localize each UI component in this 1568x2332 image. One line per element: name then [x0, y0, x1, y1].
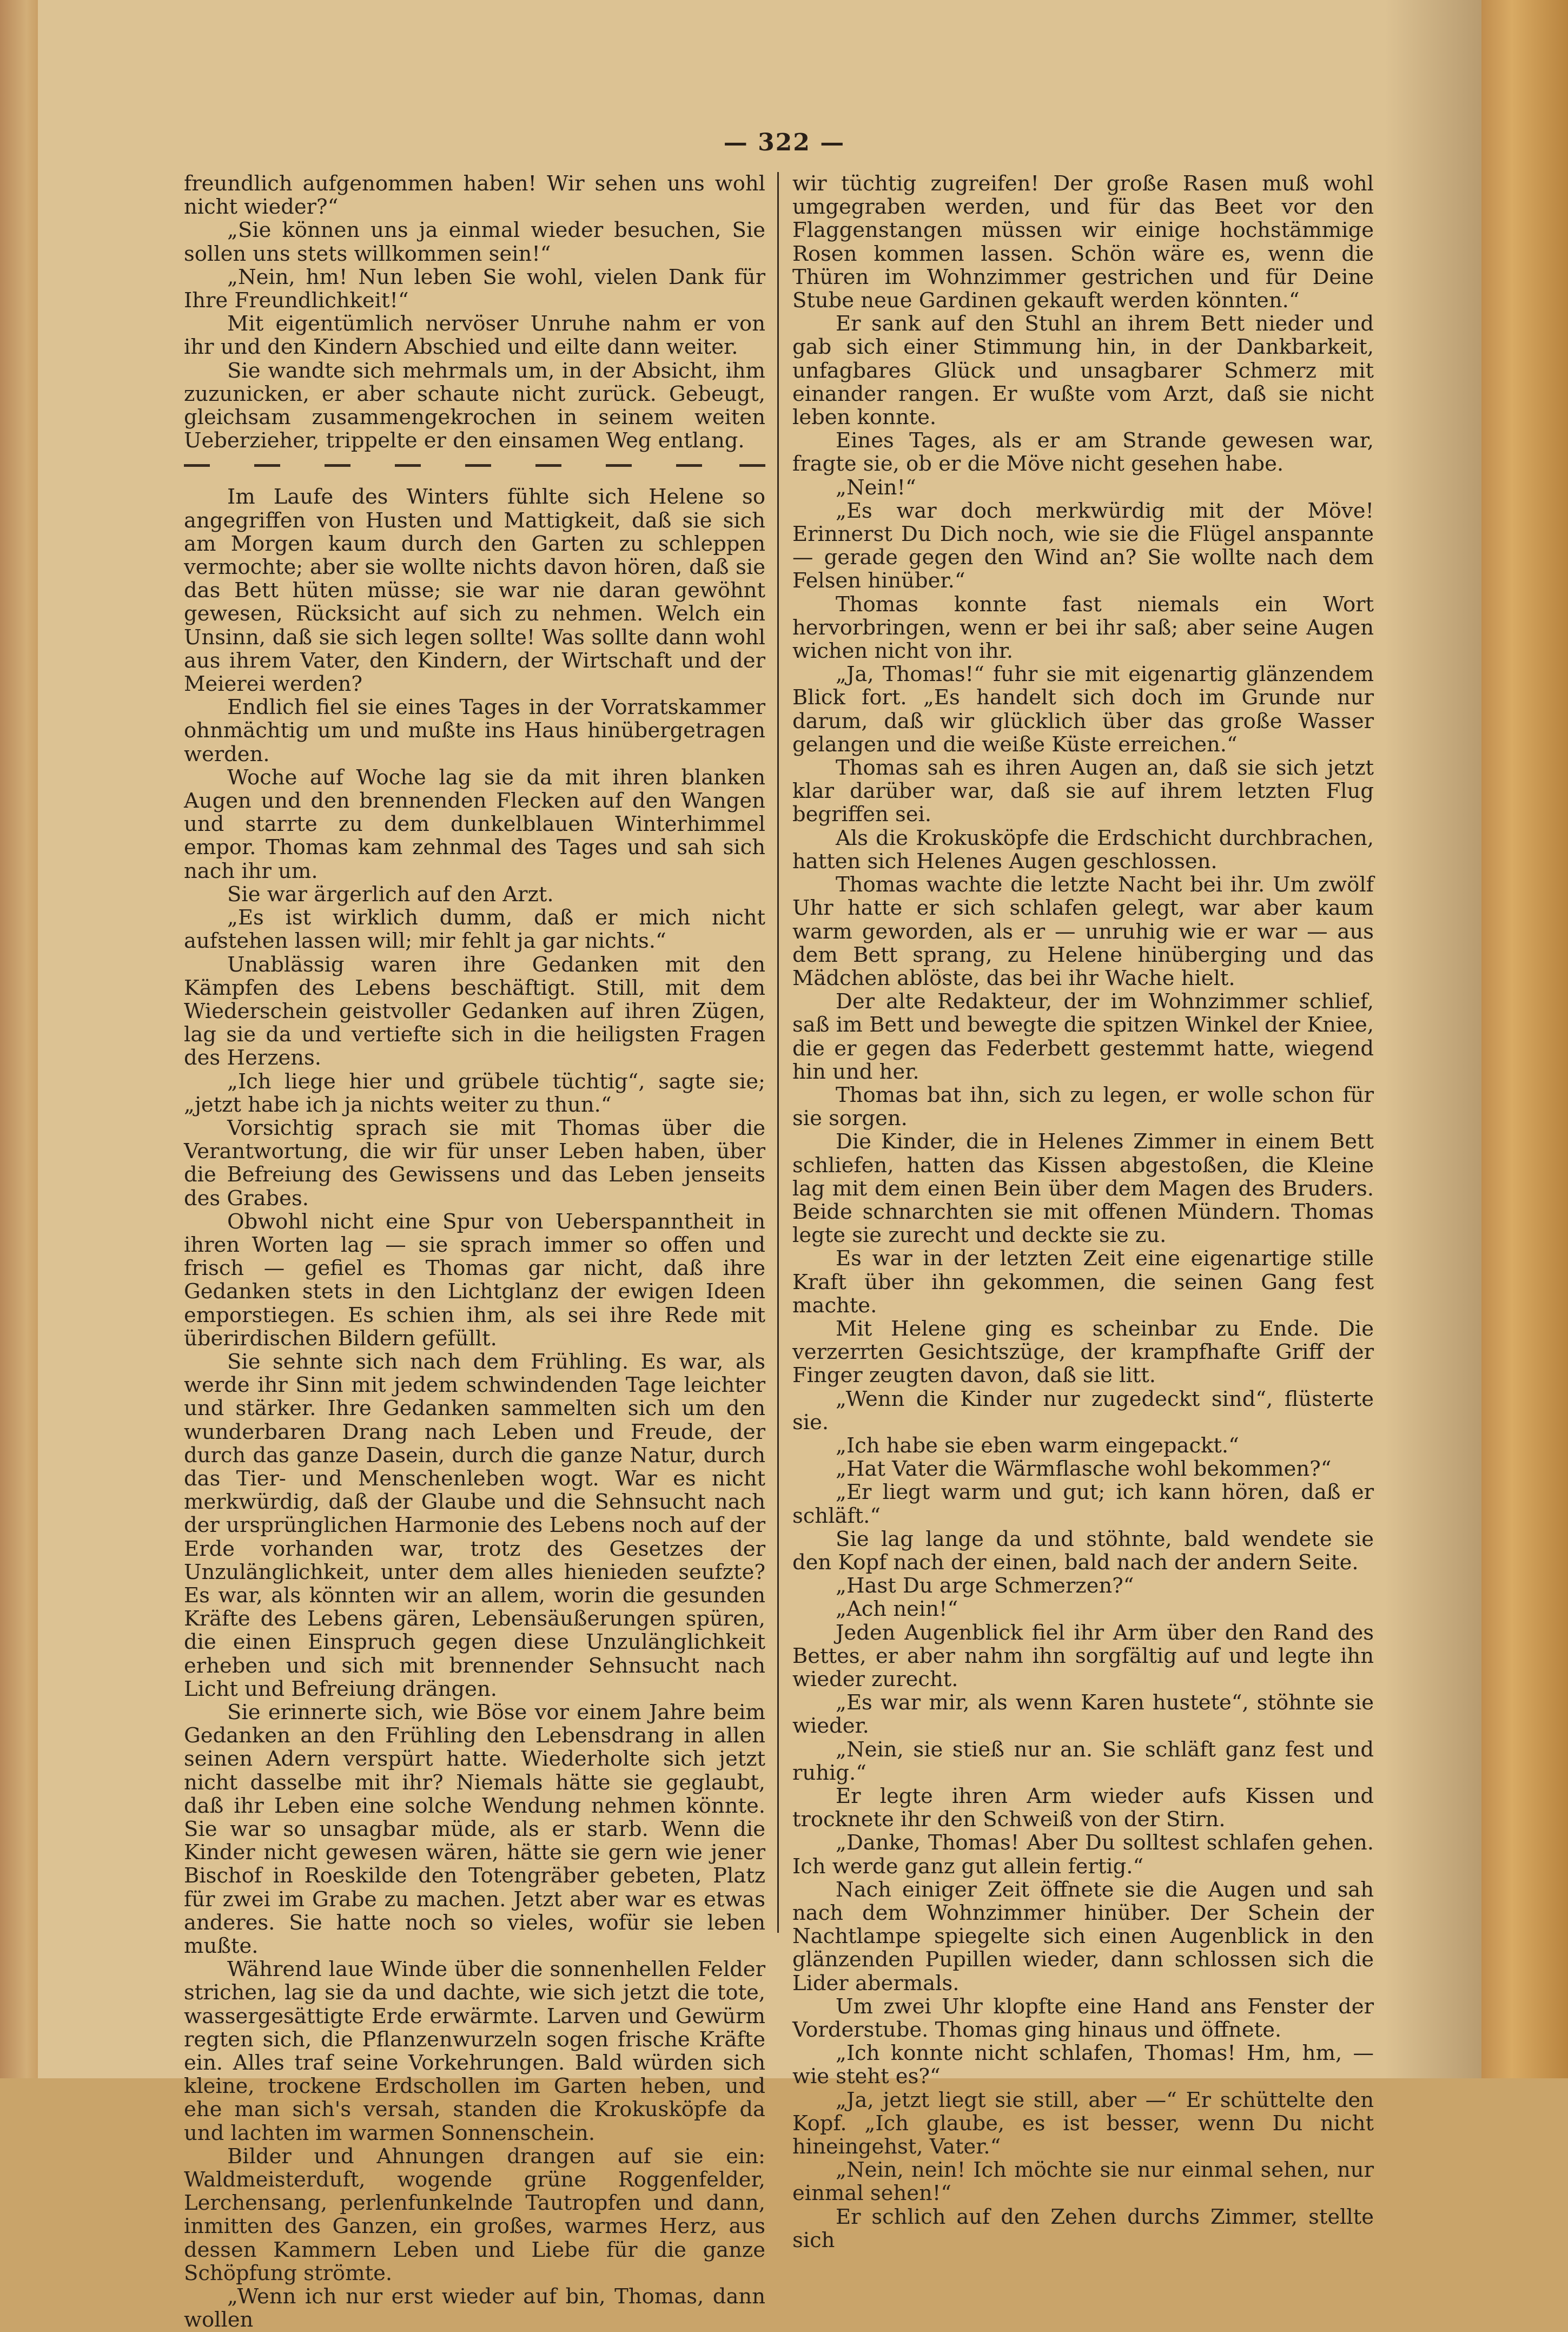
left-page-edge — [0, 0, 38, 2078]
paragraph: Sie erinnerte sich, wie Böse vor einem Jahre beim Gedanken an den Frühling den Lebensdrang in allen seinen Adern verspürt hatte. Wiederholte sich jetzt nicht dasselbe mit ihr? Niemals hätte sie geglaubt, daß ihr Leben eine solche Wendung nehmen könnte. Sie war so unsagbar müde, als er starb. Wenn die Kinder nicht gewesen wären, hätte sie gern wie jener Bischof in Roeskilde den Totengräber gebeten, Platz für zwei im Grabe zu machen. Jetzt aber war es etwas anderes. Sie hatte noch so vieles, wofür sie leben mußte. — [184, 1700, 765, 1959]
paragraph: „Es ist wirklich dumm, daß er mich nicht aufstehen lassen will; mir fehlt ja gar nichts.“ — [184, 906, 765, 954]
paragraph: Die Kinder, die in Helenes Zimmer in einem Bett schliefen, hatten das Kissen abgestoßen, die Kleine lag mit dem einen Bein über dem Magen des Bruders. Beide schnarchten sie mit offenen Mündern. Thomas legte sie zurecht und deckte sie zu. — [792, 1129, 1374, 1248]
section-break-dashes — [184, 454, 765, 478]
paragraph: freundlich aufgenommen haben! Wir sehen uns wohl nicht wieder?“ — [184, 171, 765, 220]
paragraph: „Ja, Thomas!“ fuhr sie mit eigenartig glänzendem Blick fort. „Es handelt sich doch im Grunde nur darum, daß wir glücklich über das große Wasser gelangen und die weiße Küste erreichen.“ — [792, 662, 1374, 757]
paragraph: „Wenn die Kinder nur zugedeckt sind“, flüsterte sie. — [792, 1386, 1374, 1435]
paragraph: Sie war ärgerlich auf den Arzt. — [227, 882, 554, 907]
paragraph: Es war in der letzten Zeit eine eigenartige stille Kraft über ihn gekommen, die seinen Gang fest machte. — [792, 1246, 1374, 1318]
paragraph: Eines Tages, als er am Strande gewesen war, fragte sie, ob er die Möve nicht gesehen habe. — [792, 428, 1374, 477]
paragraph: Sie wandte sich mehrmals um, in der Absicht, ihm zuzunicken, er aber schaute nicht zurück. Gebeugt, gleichsam zusammengekrochen in seinem weiten Ueberzieher, trippelte er den einsamen Weg entlang. — [184, 358, 765, 453]
paragraph: „Sie können uns ja einmal wieder besuchen, Sie sollen uns stets willkommen sein!“ — [184, 218, 765, 266]
page-number: — 322 — — [723, 129, 845, 156]
paragraph: „Nein, hm! Nun leben Sie wohl, vielen Dank für Ihre Freundlichkeit!“ — [184, 265, 765, 313]
paragraph: Mit eigentümlich nervöser Unruhe nahm er von ihr und den Kindern Abschied und eilte dann weiter. — [184, 312, 765, 360]
paragraph: „Ach nein!“ — [836, 1597, 958, 1622]
paragraph: Er schlich auf den Zehen durchs Zimmer, stellte sich — [792, 2204, 1374, 2252]
binding-shadow — [1385, 0, 1482, 2078]
paragraph: Er legte ihren Arm wieder aufs Kissen und trocknete ihr den Schweiß von der Stirn. — [792, 1784, 1374, 1832]
paragraph: Mit Helene ging es scheinbar zu Ende. Die verzerrten Gesichtszüge, der krampfhafte Griff der Finger zeugten davon, daß sie litt. — [792, 1316, 1374, 1388]
paragraph: Er sank auf den Stuhl an ihrem Bett nieder und gab sich einer Stimmung hin, in der Dankbarkeit, unfagbares Glück und unsagbarer Schmerz mit einander rangen. Er wußte vom Arzt, daß sie nicht leben konnte. — [792, 312, 1374, 430]
column-divider — [777, 172, 779, 1933]
paragraph: Während laue Winde über die sonnenhellen Felder strichen, lag sie da und dachte, wie sich jetzt die tote, wassergesättigte Erde erwärmte. Larven und Gewürm regten sich, die Pflanzenwurzeln sogen frische Kräfte ein. Alles traf seine Vorkehrungen. Bald würden sich kleine, trockene Erdschollen im Garten heben, und ehe man sich's versah, standen die Krokusköpfe da und lachten im warmen Sonnenschein. — [184, 1957, 765, 2145]
paragraph: Thomas bat ihn, sich zu legen, er wolle schon für sie sorgen. — [792, 1082, 1374, 1131]
paragraph: Um zwei Uhr klopfte eine Hand ans Fenster der Vorderstube. Thomas ging hinaus und öffnete. — [792, 1994, 1374, 2043]
paragraph: „Es war mir, als wenn Karen hustete“, stöhnte sie wieder. — [792, 1690, 1374, 1739]
paragraph: „Hat Vater die Wärmflasche wohl bekommen?“ — [836, 1457, 1332, 1482]
paragraph: Thomas wachte die letzte Nacht bei ihr. Um zwölf Uhr hatte er sich schlafen gelegt, war aber kaum warm geworden, als er — unruhig wie er war — aus dem Bett sprang, zu Helene hinüberging und das Mädchen ablöste, das bei ihr Wache hielt. — [792, 873, 1374, 990]
paragraph: „Ich liege hier und grübele tüchtig“, sagte sie; „jetzt habe ich ja nichts weiter zu thun.“ — [184, 1069, 765, 1117]
paragraph: „Er liegt warm und gut; ich kann hören, daß er schläft.“ — [792, 1480, 1374, 1528]
paragraph: Nach einiger Zeit öffnete sie die Augen und sah nach dem Wohnzimmer hinüber. Der Schein der Nachtlampe spiegelte sich einen Augenblick in den glänzenden Pupillen wieder, dann schlossen sich die Lider abermals. — [792, 1877, 1374, 1996]
paragraph: „Nein, nein! Ich möchte sie nur einmal sehen, nur einmal sehen!“ — [792, 2158, 1374, 2206]
right-page-edge — [1481, 0, 1568, 2078]
paragraph: Der alte Redakteur, der im Wohnzimmer schlief, saß im Bett und bewegte die spitzen Winkel der Kniee, die er gegen das Federbett gestemmt hatte, wiegend hin und her. — [792, 989, 1374, 1084]
paragraph: Unablässig waren ihre Gedanken mit den Kämpfen des Lebens beschäftigt. Still, mit dem Wiederschein geistvoller Gedanken auf ihren Zügen, lag sie da und vertiefte sich in die heiligsten Fragen des Herzens. — [184, 952, 765, 1071]
paragraph: Jeden Augenblick fiel ihr Arm über den Rand des Bettes, er aber nahm ihn sorgfältig auf und legte ihn wieder zurecht. — [792, 1620, 1374, 1692]
paragraph: Thomas konnte fast niemals ein Wort hervorbringen, wenn er bei ihr saß; aber seine Augen wichen nicht von ihr. — [792, 592, 1374, 664]
paragraph: „Nein!“ — [836, 475, 916, 500]
paragraph: „Ich habe sie eben warm eingepackt.“ — [836, 1433, 1239, 1458]
paragraph: Bilder und Ahnungen drangen auf sie ein: Waldmeisterduft, wogende grüne Roggenfelder, Lerchensang, perlenfunkelnde Tautropfen und dann, inmitten des Ganzen, ein großes, warmes Herz, aus dessen Kammern Leben und Liebe für die ganze Schöpfung strömte. — [184, 2144, 765, 2285]
paragraph: „Hast Du arge Schmerzen?“ — [836, 1574, 1134, 1598]
paragraph: Endlich fiel sie eines Tages in der Vorratskammer ohnmächtig um und mußte ins Haus hinübergetragen werden. — [184, 695, 765, 767]
paragraph: „Wenn ich nur erst wieder auf bin, Thomas, dann wollen — [184, 2284, 765, 2332]
paragraph: Thomas sah es ihren Augen an, daß sie sich jetzt klar darüber war, daß sie auf ihrem letzten Flug begriffen sei. — [792, 756, 1374, 827]
paragraph: „Danke, Thomas! Aber Du solltest schlafen gehen. Ich werde ganz gut allein fertig.“ — [792, 1831, 1374, 1879]
paragraph: „Nein, sie stieß nur an. Sie schläft ganz fest und ruhig.“ — [792, 1737, 1374, 1785]
paragraph: Als die Krokusköpfe die Erdschicht durchbrachen, hatten sich Helenes Augen geschlossen. — [792, 825, 1374, 874]
left-column — [184, 172, 765, 2331]
paragraph: Sie sehnte sich nach dem Frühling. Es war, als werde ihr Sinn mit jedem schwindenden Tage leichter und stärker. Ihre Gedanken sammelten sich um den wunderbaren Drang nach Leben und Freude, der durch das ganze Dasein, durch die ganze Natur, durch das Tier- und Menschenleben wogt. War es nicht merkwürdig, daß der Glaube und die Sehnsucht nach der ursprünglichen Harmonie des Lebens noch auf der Erde vorhanden war, trotz des Gesetzes der Unzulänglichkeit, unter dem alles hienieden seufzte? Es war, als könnten wir an allem, worin die gesunden Kräfte des Lebens gären, Lebensäußerungen spüren, die einen Einspruch gegen diese Unzulänglichkeit erheben und sich mit brennender Sehnsucht nach Licht und Befreiung drängen. — [184, 1349, 765, 1701]
right-column — [792, 172, 1374, 2252]
paragraph: Obwohl nicht eine Spur von Ueberspanntheit in ihren Worten lag — sie sprach immer so offen und frisch — gefiel es Thomas gar nicht, daß ihre Gedanken stets in den Lichtglanz der ewigen Ideen emporstiegen. Es schien ihm, als sei ihre Rede mit überirdischen Bildern gefüllt. — [184, 1209, 765, 1351]
paragraph: Im Laufe des Winters fühlte sich Helene so angegriffen von Husten und Mattigkeit, daß sie sich am Morgen kaum durch den Garten zu schleppen vermochte; aber sie wollte nichts davon hören, daß sie das Bett hüten müsse; sie war nie daran gewöhnt gewesen, Rücksicht auf sich zu nehmen. Welch ein Unsinn, daß sie sich legen sollte! Was sollte dann wohl aus ihrem Vater, den Kindern, der Wirtschaft und der Meierei werden? — [184, 485, 765, 697]
paragraph: wir tüchtig zugreifen! Der große Rasen muß wohl umgegraben werden, und für das Beet vor den Flaggenstangen müssen wir einige hochstämmige Rosen kommen lassen. Schön wäre es, wenn die Thüren im Wohnzimmer gestrichen und für Deine Stube neue Gardinen gekauft werden könnten.“ — [792, 171, 1374, 313]
paragraph: Sie lag lange da und stöhnte, bald wendete sie den Kopf nach der einen, bald nach der andern Seite. — [792, 1527, 1374, 1575]
paragraph: Woche auf Woche lag sie da mit ihren blanken Augen und den brennenden Flecken auf den Wangen und starrte zu dem dunkelblauen Winterhimmel empor. Thomas kam zehnmal des Tages und sah sich nach ihr um. — [184, 765, 765, 883]
paragraph: „Es war doch merkwürdig mit der Möve! Erinnerst Du Dich noch, wie sie die Flügel anspannte — gerade gegen den Wind an? Sie wollte nach dem Felsen hinüber.“ — [792, 498, 1374, 593]
paragraph: Vorsichtig sprach sie mit Thomas über die Verantwortung, die wir für unser Leben haben, über die Befreiung des Gewissens und das Leben jenseits des Grabes. — [184, 1115, 765, 1211]
paragraph: „Ich konnte nicht schlafen, Thomas! Hm, hm, — wie steht es?“ — [792, 2041, 1374, 2089]
paragraph: „Ja, jetzt liegt sie still, aber —“ Er schüttelte den Kopf. „Ich glaube, es ist besser, wenn Du nicht hineingehst, Vater.“ — [792, 2087, 1374, 2159]
